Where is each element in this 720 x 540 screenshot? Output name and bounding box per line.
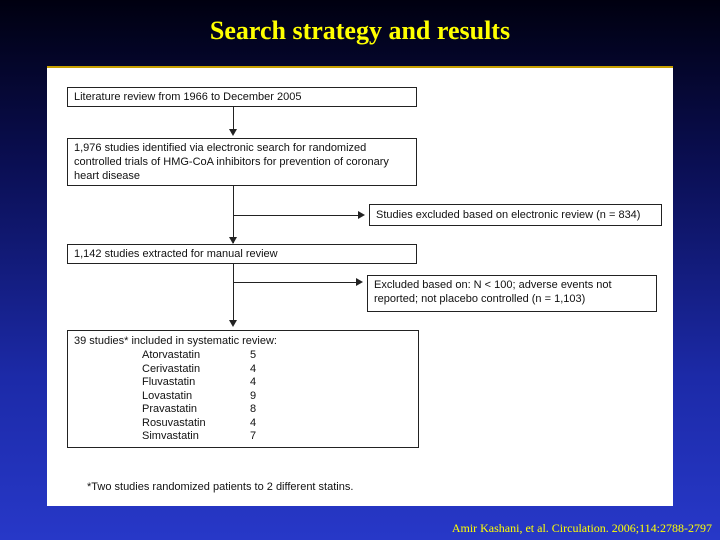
- flowchart-panel: [47, 66, 673, 506]
- excluded-electronic-text: Studies excluded based on electronic review (n = 834): [376, 209, 641, 221]
- statin-name: Simvastatin: [142, 430, 199, 442]
- statin-name: Atorvastatin: [142, 349, 201, 361]
- arrow-right-2: [356, 278, 363, 286]
- statin-name: Cerivastatin: [142, 362, 201, 375]
- statin-count: 4: [250, 416, 257, 429]
- statin-row: [74, 389, 412, 403]
- excluded-electronic-box: [369, 204, 662, 226]
- statin-count: 7: [250, 430, 257, 442]
- statin-count: 4: [250, 362, 257, 375]
- literature-review-box: [67, 87, 417, 107]
- citation: Amir Kashani, et al. Circulation. 2006;114:2788-2797: [451, 521, 712, 535]
- arrow-down-3: [229, 320, 237, 327]
- statin-row: [74, 429, 412, 443]
- statin-row: [74, 348, 412, 362]
- statin-row: [74, 402, 412, 416]
- exclusion-branch-2: [233, 282, 360, 283]
- connector-3: [233, 264, 234, 324]
- arrow-right-1: [358, 211, 365, 219]
- statin-count: 8: [250, 403, 257, 415]
- arrow-down-2: [229, 237, 237, 244]
- footnote: *Two studies randomized patients to 2 different statins.: [87, 481, 354, 493]
- excluded-criteria-box: [367, 275, 657, 312]
- included-heading: 39 studies* included in systematic review:: [74, 335, 277, 347]
- literature-review-text: Literature review from 1966 to December 2005: [74, 91, 302, 103]
- statin-name: Rosuvastatin: [142, 416, 206, 429]
- statin-row: [74, 416, 412, 430]
- studies-identified-box: [67, 138, 417, 186]
- statin-row: [74, 375, 412, 389]
- included-studies-box: [67, 330, 419, 448]
- statin-row: [74, 362, 412, 376]
- statin-count: 5: [250, 349, 257, 361]
- manual-review-box: [67, 244, 417, 264]
- arrow-down-1: [229, 129, 237, 136]
- statin-name: Pravastatin: [142, 403, 198, 415]
- slide-title: Search strategy and results: [209, 16, 511, 45]
- excluded-criteria-text: Excluded based on: N < 100; adverse events not reported; not placebo controlled (n = 1,103): [374, 279, 612, 305]
- studies-identified-text: 1,976 studies identified via electronic search for randomized controlled trials of HMG-CoA inhibitors for prevention of coronary heart disease: [74, 142, 389, 182]
- statin-name: Fluvastatin: [142, 376, 196, 388]
- manual-review-text: 1,142 studies extracted for manual review: [74, 248, 278, 260]
- statin-list: [74, 348, 412, 443]
- statin-count: 4: [250, 376, 257, 388]
- connector-1: [233, 107, 234, 131]
- statin-count: 9: [250, 389, 257, 402]
- statin-name: Lovastatin: [142, 389, 193, 402]
- exclusion-branch-1: [233, 215, 360, 216]
